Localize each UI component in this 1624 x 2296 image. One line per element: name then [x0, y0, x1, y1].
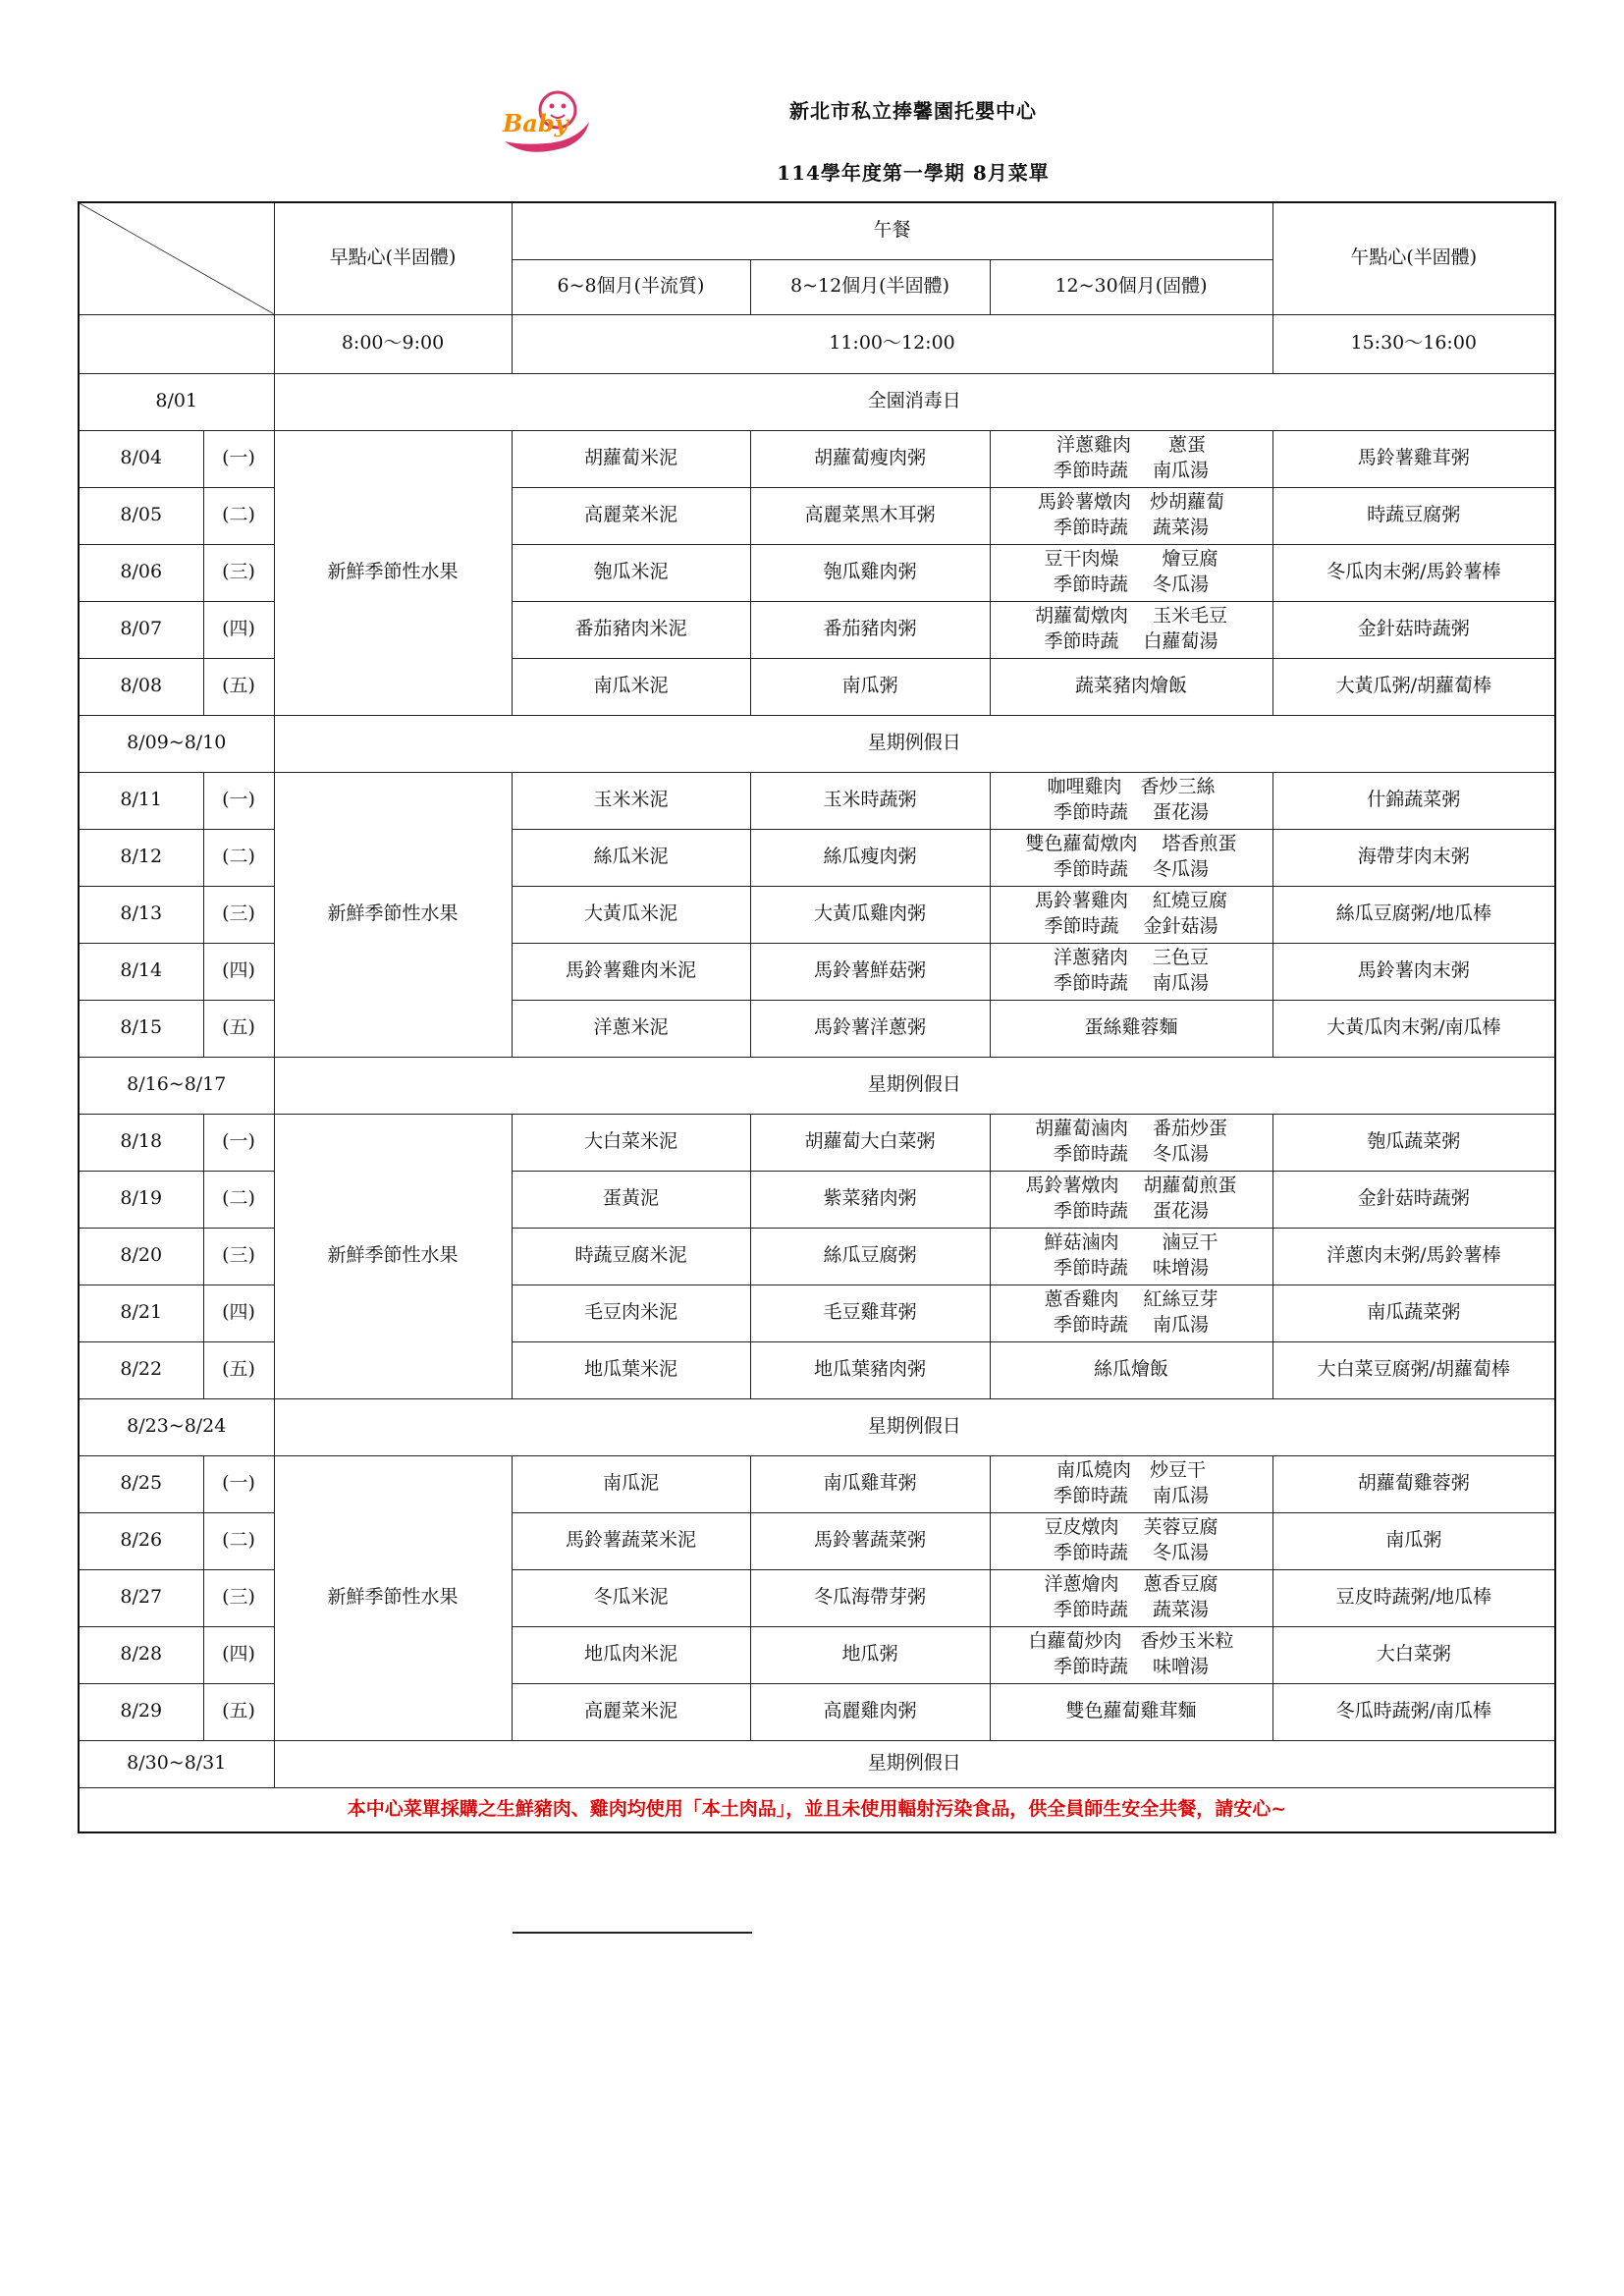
menu-day-row — [79, 772, 1555, 829]
closed-reason: 星期例假日 — [274, 1398, 1555, 1455]
lunch-8-12-item: 馬鈴薯洋蔥粥 — [750, 1000, 990, 1057]
footer-notice: 本中心菜單採購之生鮮豬肉、雞肉均使用「本土肉品」，並且未使用輻射污染食品，供全員師生安全共餐，請安心~ — [79, 1787, 1555, 1832]
day-weekday: (二) — [203, 1171, 274, 1228]
day-weekday: (五) — [203, 658, 274, 715]
lunch-12-30-line-1: 雙色蘿蔔燉肉 塔香煎蛋 — [1025, 833, 1237, 855]
lunch-12-30-line-1: 鮮菇滷肉 滷豆干 — [1044, 1231, 1218, 1254]
lunch-6-8-item: 洋蔥米泥 — [512, 1000, 750, 1057]
closed-row — [79, 715, 1555, 772]
menu-table — [78, 201, 1556, 1833]
lunch-12-30-item — [990, 1626, 1272, 1683]
lunch-12-30-line-1: 馬鈴薯雞肉 紅燒豆腐 — [1034, 890, 1228, 912]
lunch-8-12-item: 玉米時蔬粥 — [750, 772, 990, 829]
lunch-12-30-line-2: 季節時蔬 南瓜湯 — [1053, 1314, 1210, 1336]
afternoon-snack-item: 大白菜粥 — [1272, 1626, 1555, 1683]
day-date: 8/22 — [79, 1341, 203, 1398]
lunch-12-30-item — [990, 1569, 1272, 1626]
lunch-12-30-item — [990, 886, 1272, 943]
day-date: 8/15 — [79, 1000, 203, 1057]
svg-text:Baby: Baby — [503, 109, 568, 137]
closed-date: 8/23~8/24 — [79, 1398, 274, 1455]
lunch-12-30-line-1: 胡蘿蔔燉肉 玉米毛豆 — [1034, 605, 1228, 628]
header-lunch: 午餐 — [512, 202, 1272, 259]
lunch-8-12-item: 匏瓜雞肉粥 — [750, 544, 990, 601]
afternoon-snack-item: 洋蔥肉末粥/馬鈴薯棒 — [1272, 1228, 1555, 1285]
lunch-8-12-item: 絲瓜瘦肉粥 — [750, 829, 990, 886]
day-date: 8/20 — [79, 1228, 203, 1285]
org-name: 新北市私立捧馨園托嬰中心 — [789, 99, 1037, 123]
day-weekday: (三) — [203, 544, 274, 601]
morning-snack-fruit: 新鮮季節性水果 — [274, 1455, 512, 1740]
morning-snack-fruit: 新鮮季節性水果 — [274, 772, 512, 1057]
day-weekday: (一) — [203, 430, 274, 487]
day-weekday: (四) — [203, 601, 274, 658]
lunch-12-30-line-2: 季節時蔬 冬瓜湯 — [1053, 1542, 1210, 1563]
lunch-12-30-item — [990, 1285, 1272, 1341]
day-weekday: (二) — [203, 1512, 274, 1569]
time-blank — [79, 314, 274, 373]
afternoon-snack-item: 匏瓜蔬菜粥 — [1272, 1114, 1555, 1171]
closed-date: 8/09~8/10 — [79, 715, 274, 772]
lunch-8-12-item: 高麗雞肉粥 — [750, 1683, 990, 1740]
lunch-12-30-item — [990, 544, 1272, 601]
day-date: 8/26 — [79, 1512, 203, 1569]
day-weekday: (四) — [203, 943, 274, 1000]
day-date: 8/07 — [79, 601, 203, 658]
lunch-6-8-item: 絲瓜米泥 — [512, 829, 750, 886]
lunch-8-12-item: 高麗菜黑木耳粥 — [750, 487, 990, 544]
lunch-6-8-item: 南瓜泥 — [512, 1455, 750, 1512]
afternoon-snack-item: 馬鈴薯肉末粥 — [1272, 943, 1555, 1000]
lunch-6-8-item: 高麗菜米泥 — [512, 1683, 750, 1740]
lunch-12-30-item: 絲瓜燴飯 — [990, 1341, 1272, 1398]
closed-reason: 星期例假日 — [274, 1740, 1555, 1787]
header-morning-snack: 早點心(半固體) — [274, 202, 512, 314]
day-date: 8/27 — [79, 1569, 203, 1626]
lunch-8-12-item: 番茄豬肉粥 — [750, 601, 990, 658]
lunch-12-30-line-1: 白蘿蔔炒肉 香炒玉米粒 — [1028, 1630, 1234, 1653]
lunch-6-8-item: 毛豆肉米泥 — [512, 1285, 750, 1341]
lunch-12-30-line-2: 季節時蔬 南瓜湯 — [1053, 972, 1210, 994]
lunch-12-30-line-2: 季節時蔬 冬瓜湯 — [1053, 574, 1210, 595]
closed-date: 8/30~8/31 — [79, 1740, 274, 1787]
day-weekday: (一) — [203, 772, 274, 829]
afternoon-snack-item: 冬瓜肉末粥/馬鈴薯棒 — [1272, 544, 1555, 601]
morning-snack-fruit: 新鮮季節性水果 — [274, 1114, 512, 1398]
lunch-6-8-item: 冬瓜米泥 — [512, 1569, 750, 1626]
lunch-12-30-line-2: 季節時蔬 味增湯 — [1053, 1257, 1210, 1279]
lunch-12-30-item — [990, 772, 1272, 829]
lunch-12-30-line-2: 季節時蔬 蔬菜湯 — [1053, 517, 1210, 538]
lunch-12-30-line-1: 洋蔥雞肉 蔥蛋 — [1056, 434, 1207, 457]
afternoon-snack-item: 冬瓜時蔬粥/南瓜棒 — [1272, 1683, 1555, 1740]
afternoon-snack-item: 什錦蔬菜粥 — [1272, 772, 1555, 829]
time-morning: 8:00～9:00 — [274, 314, 512, 373]
closed-reason: 星期例假日 — [274, 715, 1555, 772]
lunch-6-8-item: 時蔬豆腐米泥 — [512, 1228, 750, 1285]
lunch-12-30-item: 雙色蘿蔔雞茸麵 — [990, 1683, 1272, 1740]
day-weekday: (二) — [203, 829, 274, 886]
lunch-12-30-line-1: 馬鈴薯燉肉 胡蘿蔔煎蛋 — [1025, 1175, 1237, 1197]
lunch-8-12-item: 南瓜粥 — [750, 658, 990, 715]
afternoon-snack-item: 絲瓜豆腐粥/地瓜棒 — [1272, 886, 1555, 943]
day-date: 8/19 — [79, 1171, 203, 1228]
day-date: 8/06 — [79, 544, 203, 601]
lunch-12-30-line-2: 季節時蔬 南瓜湯 — [1053, 1485, 1210, 1506]
time-lunch: 11:00～12:00 — [512, 314, 1272, 373]
day-weekday: (三) — [203, 886, 274, 943]
day-weekday: (五) — [203, 1000, 274, 1057]
day-weekday: (五) — [203, 1683, 274, 1740]
menu-day-row — [79, 1114, 1555, 1171]
lunch-6-8-item: 地瓜葉米泥 — [512, 1341, 750, 1398]
menu-day-row — [79, 1455, 1555, 1512]
day-weekday: (一) — [203, 1455, 274, 1512]
day-weekday: (一) — [203, 1114, 274, 1171]
closed-date: 8/01 — [79, 373, 274, 430]
lunch-6-8-item: 蛋黃泥 — [512, 1171, 750, 1228]
lunch-8-12-item: 絲瓜豆腐粥 — [750, 1228, 990, 1285]
day-date: 8/12 — [79, 829, 203, 886]
day-weekday: (四) — [203, 1285, 274, 1341]
day-date: 8/28 — [79, 1626, 203, 1683]
lunch-12-30-line-1: 南瓜燒肉 炒豆干 — [1056, 1459, 1207, 1482]
header-lunch-12-30: 12~30個月(固體) — [990, 259, 1272, 314]
lunch-8-12-item: 地瓜葉豬肉粥 — [750, 1341, 990, 1398]
day-weekday: (四) — [203, 1626, 274, 1683]
closed-reason: 全園消毒日 — [274, 373, 1555, 430]
lunch-8-12-item: 紫菜豬肉粥 — [750, 1171, 990, 1228]
lunch-6-8-item: 地瓜肉米泥 — [512, 1626, 750, 1683]
lunch-12-30-line-1: 馬鈴薯燉肉 炒胡蘿蔔 — [1038, 491, 1225, 514]
lunch-8-12-item: 馬鈴薯鮮菇粥 — [750, 943, 990, 1000]
lunch-12-30-line-2: 季節時蔬 蛋花湯 — [1053, 1200, 1210, 1222]
lunch-12-30-line-1: 洋蔥燴肉 蔥香豆腐 — [1044, 1573, 1218, 1596]
lunch-12-30-line-2: 季節時蔬 蛋花湯 — [1053, 801, 1210, 823]
closed-reason: 星期例假日 — [274, 1057, 1555, 1114]
lunch-12-30-item — [990, 1171, 1272, 1228]
closed-row — [79, 1057, 1555, 1114]
day-date: 8/13 — [79, 886, 203, 943]
lunch-6-8-item: 馬鈴薯雞肉米泥 — [512, 943, 750, 1000]
lunch-8-12-item: 南瓜雞茸粥 — [750, 1455, 990, 1512]
lunch-12-30-line-1: 洋蔥豬肉 三色豆 — [1053, 947, 1210, 969]
lunch-12-30-line-2: 季節時蔬 味噌湯 — [1053, 1656, 1210, 1677]
day-date: 8/11 — [79, 772, 203, 829]
lunch-12-30-item — [990, 943, 1272, 1000]
morning-snack-fruit: 新鮮季節性水果 — [274, 430, 512, 715]
menu-title: 114學年度第一學期 8月菜單 — [777, 161, 1050, 185]
time-afternoon: 15:30～16:00 — [1272, 314, 1555, 373]
lunch-12-30-item: 蛋絲雞蓉麵 — [990, 1000, 1272, 1057]
day-date: 8/18 — [79, 1114, 203, 1171]
afternoon-snack-item: 大黃瓜肉末粥/南瓜棒 — [1272, 1000, 1555, 1057]
lunch-8-12-item: 大黃瓜雞肉粥 — [750, 886, 990, 943]
day-date: 8/04 — [79, 430, 203, 487]
closed-row — [79, 1740, 1555, 1787]
lunch-8-12-item: 毛豆雞茸粥 — [750, 1285, 990, 1341]
lunch-6-8-item: 玉米米泥 — [512, 772, 750, 829]
notice-row — [79, 1787, 1555, 1832]
day-date: 8/08 — [79, 658, 203, 715]
lunch-12-30-item — [990, 1228, 1272, 1285]
day-weekday: (二) — [203, 487, 274, 544]
lunch-12-30-line-2: 季節時蔬 白蘿蔔湯 — [1044, 630, 1218, 652]
lunch-12-30-item — [990, 1114, 1272, 1171]
closed-row — [79, 373, 1555, 430]
signature-line — [513, 1932, 752, 1934]
closed-row — [79, 1398, 1555, 1455]
corner-diagonal — [79, 202, 274, 314]
afternoon-snack-item: 海帶芽肉末粥 — [1272, 829, 1555, 886]
closed-date: 8/16~8/17 — [79, 1057, 274, 1114]
lunch-6-8-item: 大白菜米泥 — [512, 1114, 750, 1171]
afternoon-snack-item: 大黃瓜粥/胡蘿蔔棒 — [1272, 658, 1555, 715]
day-weekday: (三) — [203, 1228, 274, 1285]
lunch-12-30-item — [990, 1512, 1272, 1569]
lunch-12-30-item: 蔬菜豬肉燴飯 — [990, 658, 1272, 715]
lunch-8-12-item: 地瓜粥 — [750, 1626, 990, 1683]
lunch-12-30-line-1: 豆干肉燥 燴豆腐 — [1044, 548, 1218, 571]
menu-day-row — [79, 430, 1555, 487]
lunch-6-8-item: 番茄豬肉米泥 — [512, 601, 750, 658]
day-weekday: (五) — [203, 1341, 274, 1398]
afternoon-snack-item: 胡蘿蔔雞蓉粥 — [1272, 1455, 1555, 1512]
lunch-12-30-line-2: 季節時蔬 金針菇湯 — [1044, 915, 1218, 937]
afternoon-snack-item: 時蔬豆腐粥 — [1272, 487, 1555, 544]
lunch-8-12-item: 馬鈴薯蔬菜粥 — [750, 1512, 990, 1569]
lunch-6-8-item: 馬鈴薯蔬菜米泥 — [512, 1512, 750, 1569]
lunch-6-8-item: 大黃瓜米泥 — [512, 886, 750, 943]
afternoon-snack-item: 金針菇時蔬粥 — [1272, 601, 1555, 658]
afternoon-snack-item: 大白菜豆腐粥/胡蘿蔔棒 — [1272, 1341, 1555, 1398]
day-date: 8/05 — [79, 487, 203, 544]
header-lunch-8-12: 8~12個月(半固體) — [750, 259, 990, 314]
afternoon-snack-item: 南瓜粥 — [1272, 1512, 1555, 1569]
day-date: 8/14 — [79, 943, 203, 1000]
day-date: 8/21 — [79, 1285, 203, 1341]
lunch-6-8-item: 南瓜米泥 — [512, 658, 750, 715]
lunch-12-30-line-2: 季節時蔬 南瓜湯 — [1053, 460, 1210, 481]
header-afternoon-snack: 午點心(半固體) — [1272, 202, 1555, 314]
lunch-12-30-line-1: 蔥香雞肉 紅絲豆芽 — [1044, 1288, 1218, 1311]
lunch-6-8-item: 匏瓜米泥 — [512, 544, 750, 601]
afternoon-snack-item: 馬鈴薯雞茸粥 — [1272, 430, 1555, 487]
lunch-12-30-item — [990, 601, 1272, 658]
afternoon-snack-item: 南瓜蔬菜粥 — [1272, 1285, 1555, 1341]
lunch-6-8-item: 高麗菜米泥 — [512, 487, 750, 544]
lunch-12-30-item — [990, 1455, 1272, 1512]
center-logo — [497, 82, 593, 159]
day-date: 8/25 — [79, 1455, 203, 1512]
afternoon-snack-item: 金針菇時蔬粥 — [1272, 1171, 1555, 1228]
lunch-8-12-item: 胡蘿蔔瘦肉粥 — [750, 430, 990, 487]
lunch-12-30-item — [990, 430, 1272, 487]
lunch-12-30-line-2: 季節時蔬 蔬菜湯 — [1053, 1599, 1210, 1620]
lunch-12-30-line-1: 胡蘿蔔滷肉 番茄炒蛋 — [1034, 1118, 1228, 1140]
lunch-12-30-line-2: 季節時蔬 冬瓜湯 — [1053, 1143, 1210, 1165]
afternoon-snack-item: 豆皮時蔬粥/地瓜棒 — [1272, 1569, 1555, 1626]
lunch-12-30-line-2: 季節時蔬 冬瓜湯 — [1053, 858, 1210, 880]
day-weekday: (三) — [203, 1569, 274, 1626]
day-date: 8/29 — [79, 1683, 203, 1740]
lunch-8-12-item: 冬瓜海帶芽粥 — [750, 1569, 990, 1626]
header-lunch-6-8: 6~8個月(半流質) — [512, 259, 750, 314]
lunch-12-30-item — [990, 487, 1272, 544]
lunch-12-30-line-1: 咖哩雞肉 香炒三絲 — [1047, 776, 1216, 798]
lunch-8-12-item: 胡蘿蔔大白菜粥 — [750, 1114, 990, 1171]
lunch-12-30-line-1: 豆皮燉肉 芙蓉豆腐 — [1044, 1516, 1218, 1539]
lunch-6-8-item: 胡蘿蔔米泥 — [512, 430, 750, 487]
lunch-12-30-item — [990, 829, 1272, 886]
